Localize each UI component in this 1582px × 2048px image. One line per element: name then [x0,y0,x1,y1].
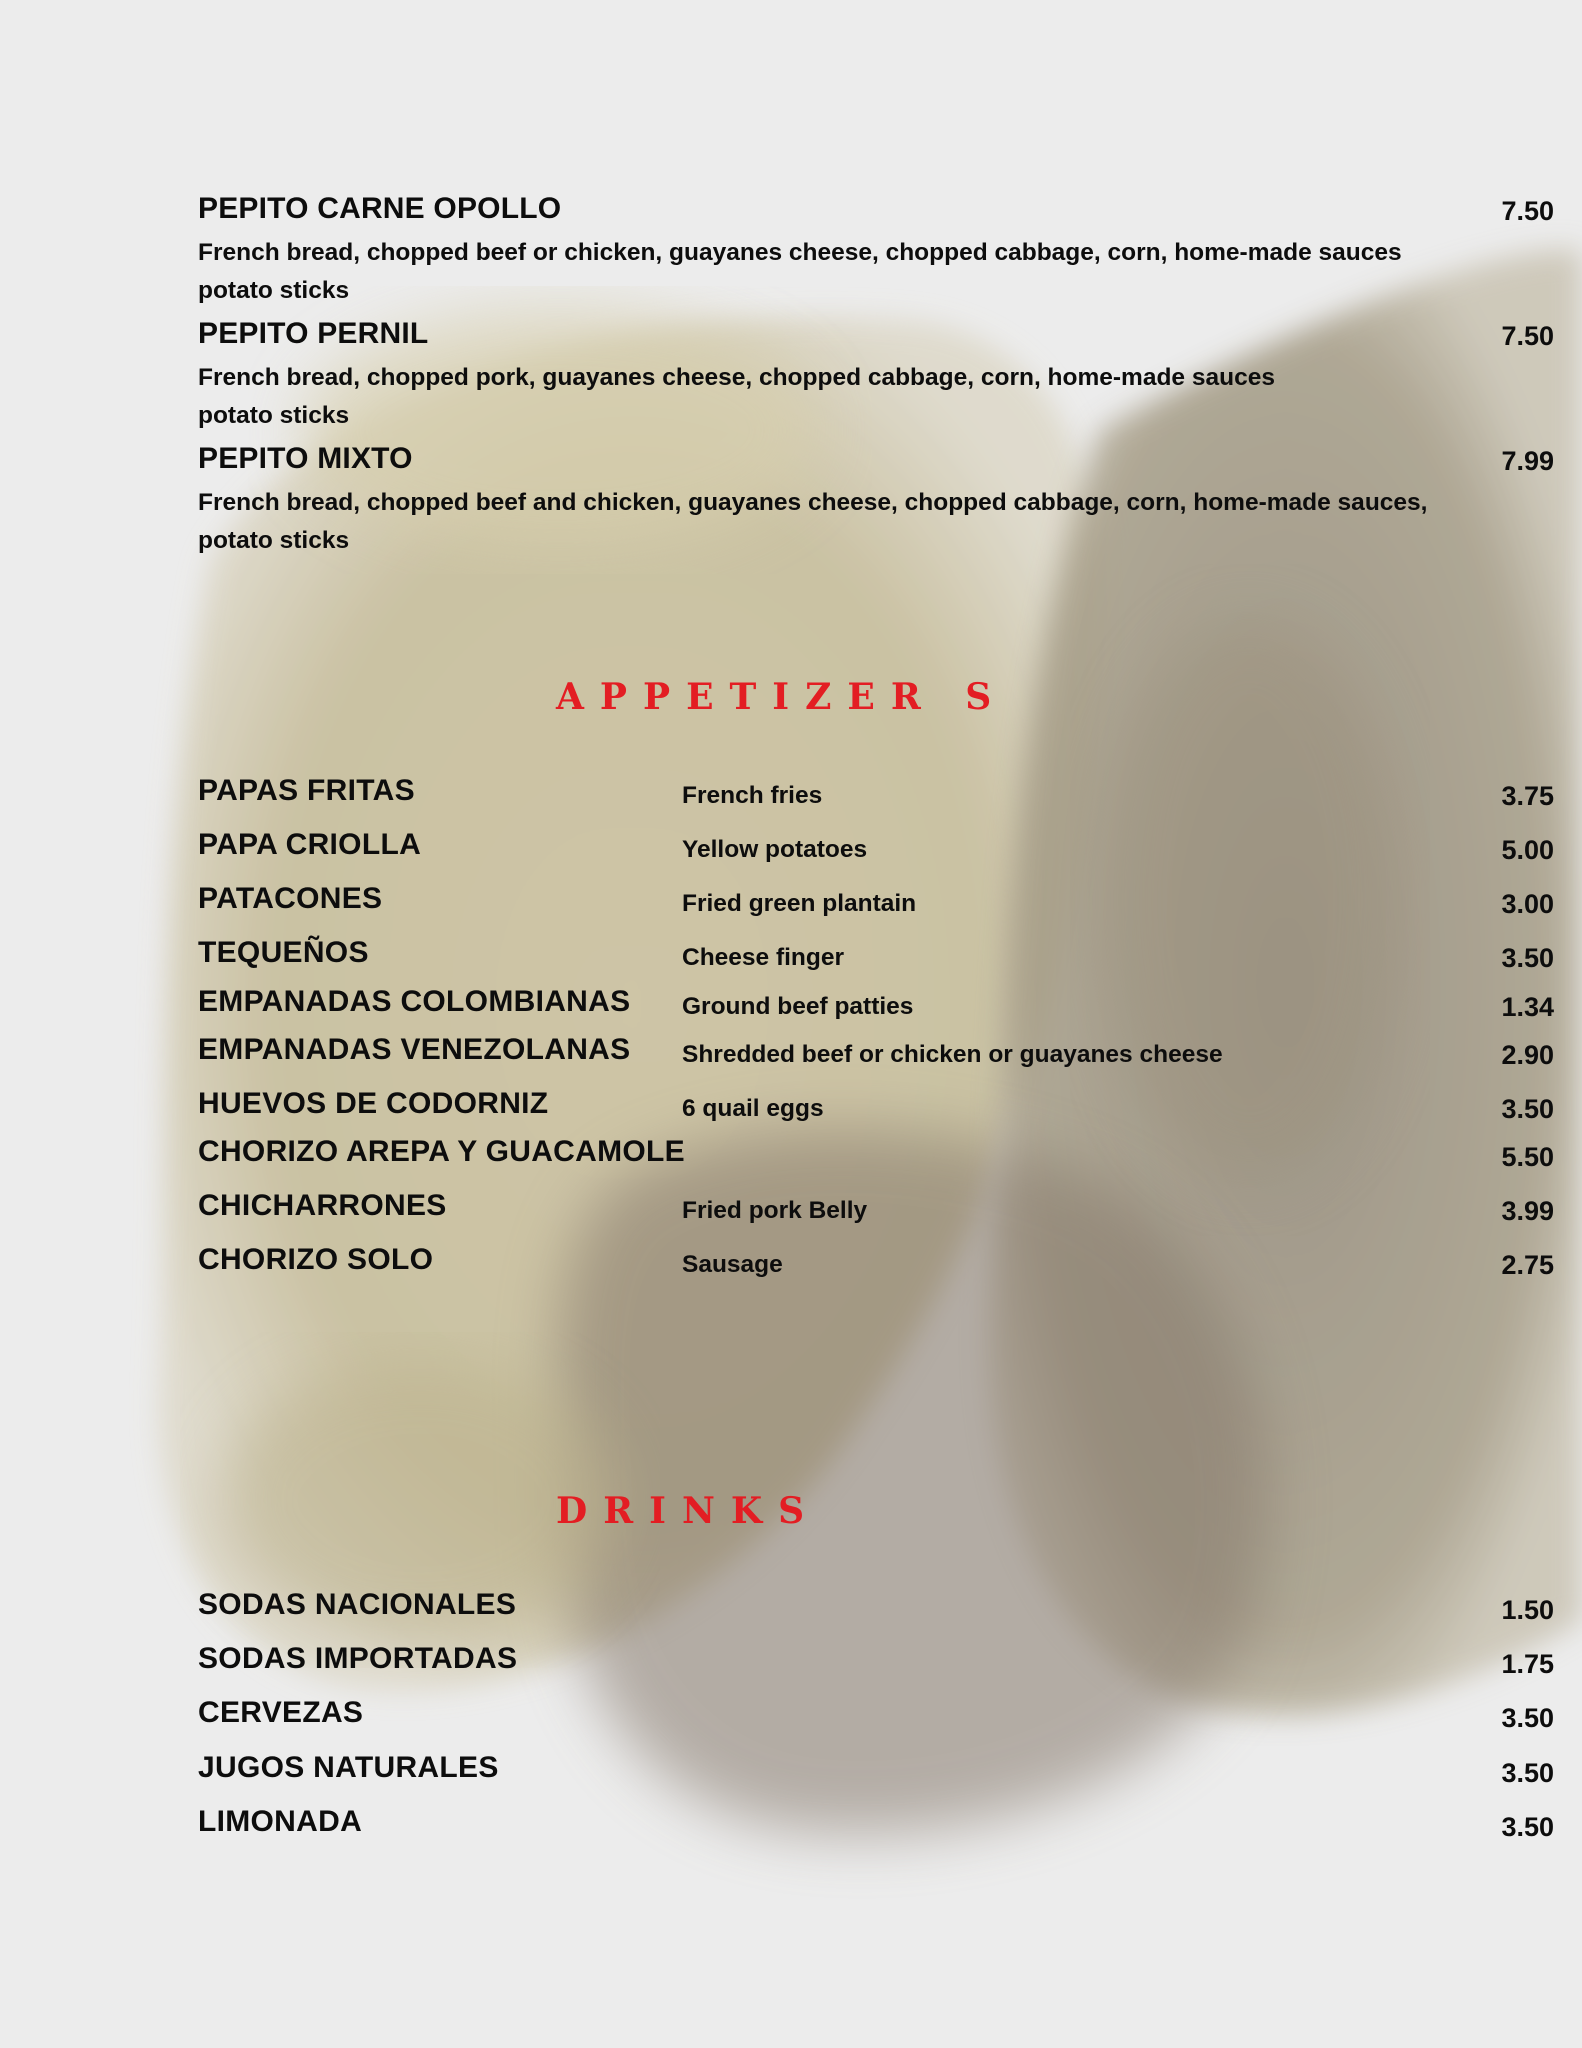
item-price: 2.90 [1501,1040,1554,1070]
item-price: 3.99 [1501,1196,1554,1226]
item-price: 3.50 [1501,1094,1554,1124]
item-description [198,484,1438,560]
item-description [198,234,1438,310]
appetizer-row [198,1031,1554,1071]
item-name: PATACONES [198,882,383,915]
item-name: PAPA CRIOLLA [198,828,422,861]
item-name: PEPITO MIXTO [198,442,413,475]
item-price: 3.00 [1501,889,1554,919]
item-description [198,359,1438,435]
item-name: SODAS NACIONALES [198,1588,517,1621]
item-price: 3.50 [1501,1812,1554,1842]
drink-row [198,1803,1554,1843]
drink-row [198,1640,1554,1680]
item-price: 5.00 [1501,835,1554,865]
item-description-line: potato sticks [198,527,350,554]
item-description: Yellow potatoes [682,836,868,863]
item-price: 1.75 [1501,1649,1554,1679]
item-name: HUEVOS DE CODORNIZ [198,1087,549,1120]
appetizers-heading: APPETIZER S [556,676,1008,718]
item-price: 7.99 [1501,446,1554,476]
item-price: 7.50 [1501,196,1554,226]
item-price: 1.50 [1501,1595,1554,1625]
item-name: CHORIZO SOLO [198,1243,434,1276]
appetizer-row [198,1241,1554,1281]
item-description: Fried green plantain [682,890,917,917]
item-name: CHORIZO AREPA Y GUACAMOLE [198,1135,685,1168]
item-price: 7.50 [1501,321,1554,351]
item-name: JUGOS NATURALES [198,1751,499,1784]
item-description-line: potato sticks [198,277,350,304]
item-price: 5.50 [1501,1142,1554,1172]
item-description: Shredded beef or chicken or guayanes cheese [682,1041,1223,1068]
item-description-line: French bread, chopped beef and chicken, guayanes cheese, chopped cabbage, corn, home-made sauces, [198,489,1428,516]
item-description: French fries [682,782,823,809]
drink-row [198,1694,1554,1734]
item-name: PEPITO CARNE OPOLLO [198,192,562,225]
item-description: Ground beef patties [682,993,914,1020]
item-name: CHICHARRONES [198,1189,447,1222]
item-description: Fried pork Belly [682,1197,868,1224]
drink-row [198,1749,1554,1789]
item-description: Sausage [682,1251,783,1278]
appetizer-row [198,1133,1554,1173]
item-name: TEQUEÑOS [198,936,369,969]
item-description: Cheese finger [682,944,845,971]
item-price: 1.34 [1501,992,1554,1022]
appetizer-row [198,772,1554,812]
item-name: PAPAS FRITAS [198,774,415,807]
item-description-line: potato sticks [198,402,350,429]
appetizer-row [198,1085,1554,1125]
appetizer-row [198,1187,1554,1227]
appetizer-row [198,826,1554,866]
item-name: PEPITO PERNIL [198,317,429,350]
item-price: 2.75 [1501,1250,1554,1280]
appetizer-row [198,934,1554,974]
appetizer-row [198,880,1554,920]
drink-row [198,1586,1554,1626]
item-price: 3.50 [1501,943,1554,973]
item-price: 3.50 [1501,1703,1554,1733]
item-name: LIMONADA [198,1805,363,1838]
item-name: SODAS IMPORTADAS [198,1642,518,1675]
appetizer-row [198,983,1554,1023]
item-name: CERVEZAS [198,1696,364,1729]
drinks-heading: DRINKS [556,1490,821,1532]
item-name: EMPANADAS VENEZOLANAS [198,1033,631,1066]
item-description-line: French bread, chopped pork, guayanes cheese, chopped cabbage, corn, home-made sauces [198,364,1275,391]
item-description: 6 quail eggs [682,1095,824,1122]
item-name: EMPANADAS COLOMBIANAS [198,985,631,1018]
item-description-line: French bread, chopped beef or chicken, guayanes cheese, chopped cabbage, corn, home-made sauces [198,239,1402,266]
item-price: 3.50 [1501,1758,1554,1788]
item-price: 3.75 [1501,781,1554,811]
